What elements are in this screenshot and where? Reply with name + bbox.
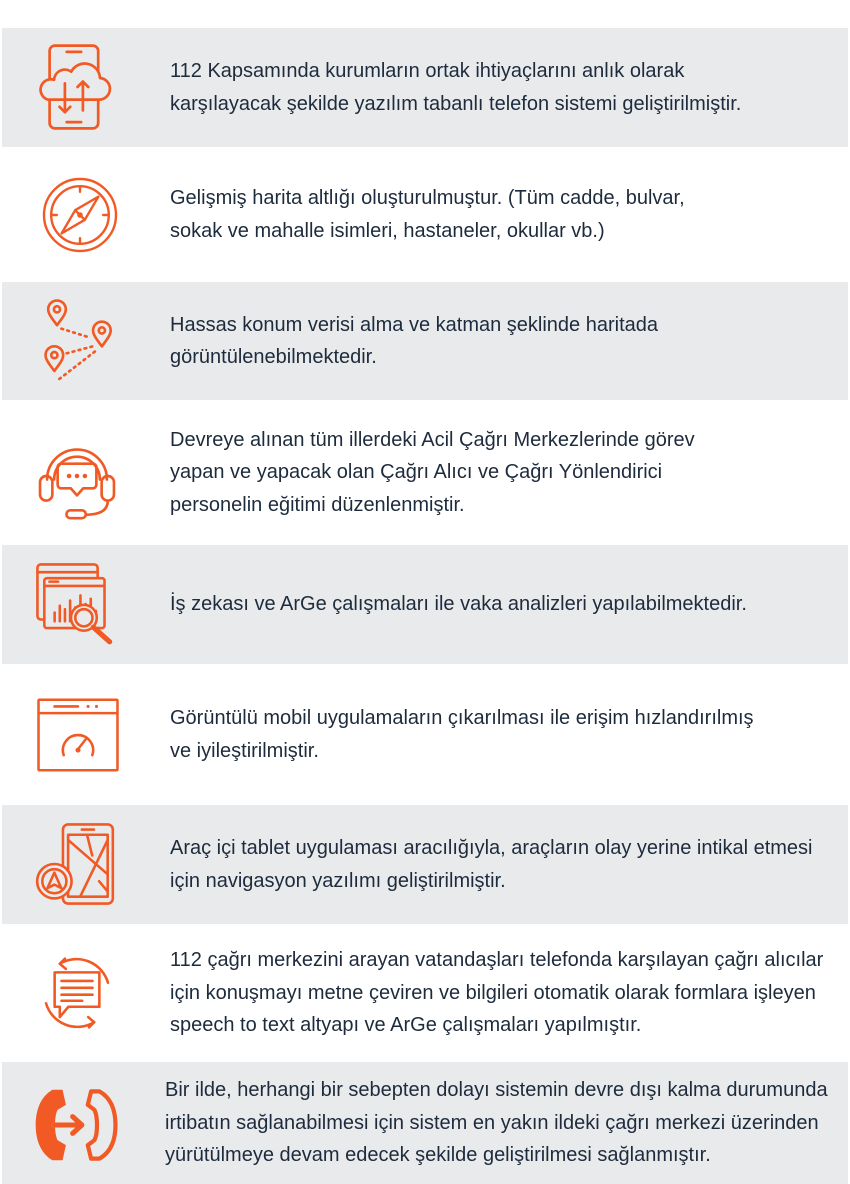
- feature-text: 112 çağrı merkezini arayan vatandaşları telefonda karşılayan çağrı alıcılar için konuşmayı metne çeviren ve bilgileri otomatik olarak formlara işleyen speech to text altyapı ve ArGe çalışmaları yapılmıştır.: [170, 949, 824, 1037]
- call-transfer-icon: [34, 1086, 118, 1164]
- feature-row: [2, 1062, 848, 1184]
- location-pins-icon: [35, 294, 123, 388]
- browser-speed-icon: [36, 696, 120, 774]
- feature-text: 112 Kapsamında kurumların ortak ihtiyaçlarını anlık olarak karşılayacak şekilde yazılım tabanlı telefon sistemi geliştirilmiştir.: [170, 60, 742, 115]
- feature-text: Hassas konum verisi alma ve katman şeklinde haritada görüntülenebilmektedir.: [170, 313, 658, 368]
- speech-to-text-icon: [34, 950, 120, 1036]
- feature-text: Bir ilde, herhangi bir sebepten dolayı sistemin devre dışı kalma durumunda irtibatın sağlanabilmesi için sistem en yakın ildeki çağrı merkezi üzerinden yürütülmeye devam edecek şekilde geliştirilmesi sağlanmıştır.: [165, 1079, 828, 1167]
- feature-text: Araç içi tablet uygulaması aracılığıyla, araçların olay yerine intikal etmesi için navigasyon yazılımı geliştirilmiştir.: [170, 837, 813, 892]
- feature-row: [2, 805, 848, 924]
- feature-row: [2, 400, 848, 545]
- analytics-icon: [34, 561, 120, 647]
- feature-row: [2, 664, 848, 805]
- feature-text: İş zekası ve ArGe çalışmaları ile vaka analizleri yapılabilmektedir.: [170, 593, 747, 616]
- cloud-phone-icon: [28, 42, 118, 132]
- feature-text: Gelişmiş harita altlığı oluşturulmuştur. (Tüm cadde, bulvar, sokak ve mahalle isimleri, hastaneler, okullar vb.): [170, 187, 685, 242]
- feature-row: [2, 924, 848, 1062]
- feature-row: [2, 545, 848, 664]
- tablet-navigation-icon: [32, 819, 118, 909]
- feature-row: [2, 282, 848, 400]
- feature-text: Görüntülü mobil uygulamaların çıkarılması ile erişim hızlandırılmış ve iyileştirilmiştir.: [170, 707, 754, 762]
- feature-text: Devreye alınan tüm illerdeki Acil Çağrı Merkezlerinde görev yapan ve yapacak olan Çağrı Alıcı ve Çağrı Yönlendirici personelin eğitimi düzenlenmiştir.: [170, 428, 695, 516]
- feature-row: [2, 147, 848, 282]
- compass-icon: [40, 175, 120, 255]
- feature-row: [2, 28, 848, 147]
- headset-icon: [32, 432, 122, 520]
